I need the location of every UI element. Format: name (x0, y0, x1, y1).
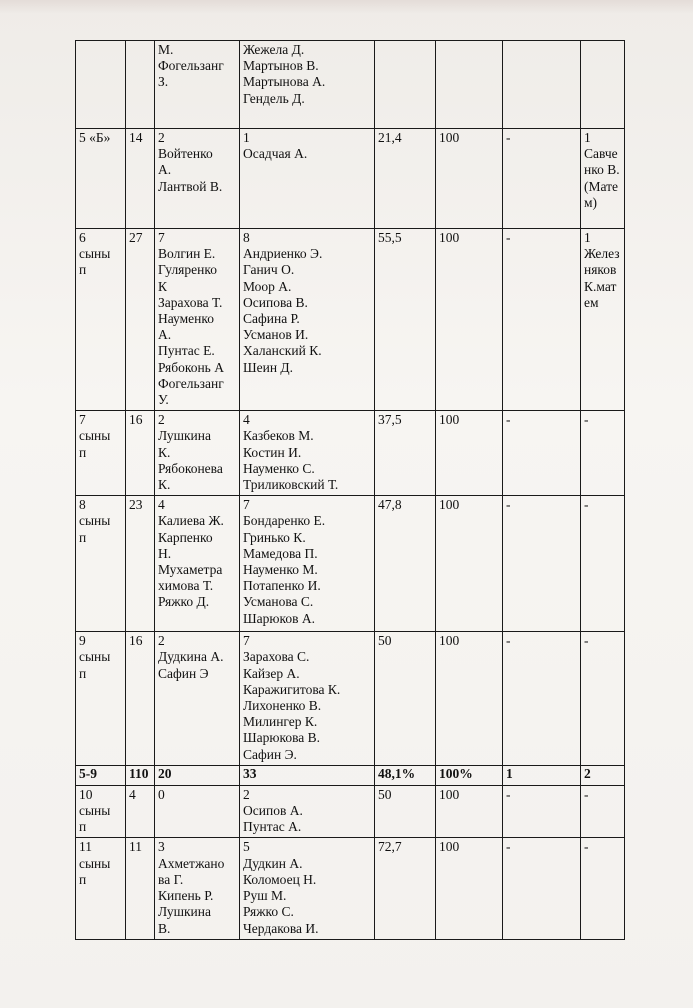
cell-line: Сафина Р. (243, 311, 300, 327)
student-count-cell (126, 129, 155, 229)
cell-line: Сафин Э (158, 665, 209, 681)
cell-line: Фогельзанг (158, 58, 224, 74)
failing-count-cell (503, 229, 581, 411)
good-students-cell (240, 838, 375, 939)
cell-line: Сафин Э. (243, 746, 297, 762)
cell-line: Костин И. (243, 444, 302, 460)
cell-line: К.мат (584, 278, 617, 294)
cell-line: Пунтас А. (243, 819, 302, 835)
cell-line: - (584, 633, 589, 649)
cell-text: 110 (129, 765, 149, 781)
cell-text: 100 (439, 412, 460, 428)
excellent-students-cell (155, 229, 240, 411)
cell-line: К (158, 278, 168, 294)
cell-line: Гринько К. (243, 529, 306, 545)
cell-line: З. (158, 74, 169, 90)
cell-line: Савче (584, 146, 618, 162)
cell-text: - (506, 230, 511, 245)
cell-line: Ганич О. (243, 262, 295, 278)
cell-line: Милингер К. (243, 714, 318, 730)
cell-line: К. (158, 477, 171, 493)
cell-line: Науменко (158, 311, 215, 327)
cell-line: - (584, 839, 589, 855)
cell-line: Осипова В. (243, 294, 308, 310)
cell-line: 3 (158, 839, 165, 855)
good-students-cell (240, 41, 375, 129)
cell-text: 50 (378, 633, 392, 649)
cell-line: Гуляренко (158, 262, 217, 278)
progress-percent-cell (436, 632, 503, 766)
cell-line: м) (584, 194, 598, 210)
table-row (76, 496, 625, 632)
cell-line: ем (584, 294, 599, 310)
single-three-cell (581, 496, 625, 632)
failing-count-cell (503, 765, 581, 785)
progress-percent-cell (436, 785, 503, 838)
cell-line: М. (158, 42, 174, 57)
cell-text: 23 (129, 497, 143, 513)
cell-line: Волгин Е. (158, 246, 216, 262)
cell-line: сыны (79, 246, 111, 262)
good-students-cell (240, 496, 375, 632)
progress-percent-cell (436, 838, 503, 939)
single-three-cell (581, 129, 625, 229)
excellent-students-cell (155, 838, 240, 939)
table-row (76, 632, 625, 766)
cell-line: Н. (158, 545, 172, 561)
class-cell (76, 229, 126, 411)
table-row (76, 411, 625, 496)
class-cell (76, 765, 126, 785)
good-students-cell (240, 785, 375, 838)
progress-percent-cell (436, 765, 503, 785)
cell-line: В. (158, 920, 171, 936)
quality-percent-cell (375, 411, 436, 496)
cell-line: 7 (158, 230, 165, 245)
cell-text: 48,1% (378, 765, 416, 781)
cell-line: 20 (158, 765, 172, 781)
cell-text: 100 (439, 130, 460, 145)
cell-line: Карпенко (158, 529, 213, 545)
cell-line: Шеин Д. (243, 359, 294, 375)
cell-text: 50 (378, 786, 392, 802)
student-count-cell (126, 41, 155, 129)
cell-line: 2 (158, 130, 165, 145)
cell-line: У. (158, 392, 169, 408)
good-students-cell (240, 129, 375, 229)
cell-line: Кипень Р. (158, 888, 214, 904)
cell-line: Осадчая А. (243, 146, 308, 162)
cell-text: 21,4 (378, 130, 402, 145)
quality-percent-cell (375, 229, 436, 411)
cell-line: - (584, 412, 589, 428)
progress-percent-cell (436, 41, 503, 129)
cell-line: Каражигитова К. (243, 681, 341, 697)
cell-text: 100 (439, 839, 460, 855)
total-row (76, 765, 625, 785)
cell-text: 72,7 (378, 839, 402, 855)
cell-line: сыны (79, 855, 111, 871)
cell-text: 4 (129, 786, 136, 802)
class-cell (76, 496, 126, 632)
class-cell (76, 785, 126, 838)
cell-line: К. (158, 444, 171, 460)
cell-line: Зарахова Т. (158, 294, 223, 310)
cell-line: Казбеков М. (243, 428, 314, 444)
cell-line: Лушкина (158, 428, 211, 444)
cell-line: ва Г. (158, 871, 184, 887)
cell-line: 5 (243, 839, 250, 855)
cell-line: Лантвой В. (158, 178, 223, 194)
cell-line: Триликовский Т. (243, 477, 339, 493)
excellent-students-cell (155, 411, 240, 496)
single-three-cell (581, 229, 625, 411)
cell-line: Желез (584, 246, 620, 262)
class-cell (76, 632, 126, 766)
cell-text: 16 (129, 633, 143, 649)
cell-text: - (506, 412, 511, 428)
cell-line: Фогельзанг (158, 375, 224, 391)
student-count-cell (126, 229, 155, 411)
cell-text: 100 (439, 230, 460, 245)
cell-line: 2 (243, 786, 250, 802)
cell-text: 100 (439, 786, 460, 802)
student-count-cell (126, 765, 155, 785)
cell-line: 1 (584, 130, 591, 145)
cell-line: 33 (243, 765, 257, 781)
cell-line: А. (158, 327, 172, 343)
cell-line: Лушкина (158, 904, 211, 920)
cell-line: Коломоец Н. (243, 871, 317, 887)
quality-percent-cell (375, 765, 436, 785)
single-three-cell (581, 411, 625, 496)
cell-line: Усманов И. (243, 327, 309, 343)
cell-text: - (506, 633, 511, 649)
cell-line: Войтенко (158, 146, 213, 162)
cell-line: 9 (79, 633, 86, 649)
single-three-cell (581, 765, 625, 785)
failing-count-cell (503, 129, 581, 229)
cell-line: Гендель Д. (243, 90, 305, 106)
cell-line: Осипов А. (243, 803, 303, 819)
cell-text: - (506, 130, 511, 145)
table-row (76, 129, 625, 229)
cell-line: Науменко С. (243, 460, 315, 476)
cell-line: сыны (79, 513, 111, 529)
cell-line: 1 (584, 230, 591, 245)
excellent-students-cell (155, 496, 240, 632)
student-count-cell (126, 632, 155, 766)
failing-count-cell (503, 785, 581, 838)
cell-text: 100% (439, 765, 473, 781)
cell-line: 7 (243, 633, 250, 649)
cell-line: 7 (79, 412, 86, 428)
good-students-cell (240, 765, 375, 785)
excellent-students-cell (155, 785, 240, 838)
cell-text: 27 (129, 230, 143, 245)
cell-line: Зарахова С. (243, 649, 310, 665)
cell-line: Рябоконева (158, 460, 223, 476)
cell-line: сыны (79, 649, 111, 665)
cell-line: 8 (79, 497, 86, 513)
cell-line: А. (158, 162, 172, 178)
single-three-cell (581, 838, 625, 939)
cell-text: 16 (129, 412, 143, 428)
cell-line: Моор А. (243, 278, 292, 294)
student-count-cell (126, 838, 155, 939)
cell-line: 7 (243, 497, 250, 513)
failing-count-cell (503, 496, 581, 632)
cell-line: 0 (158, 786, 165, 802)
cell-line: Мартынова А. (243, 74, 326, 90)
cell-line: Пунтас Е. (158, 343, 215, 359)
quality-percent-cell (375, 41, 436, 129)
cell-line: 6 (79, 230, 86, 245)
cell-line: сыны (79, 803, 111, 819)
table-row (76, 41, 625, 129)
cell-line: - (584, 786, 589, 802)
cell-line: Мамедова П. (243, 545, 318, 561)
cell-line: 5 «Б» (79, 130, 111, 145)
cell-line: п (79, 665, 87, 681)
table-row (76, 785, 625, 838)
good-students-cell (240, 632, 375, 766)
cell-line: п (79, 444, 87, 460)
quality-percent-cell (375, 129, 436, 229)
table-row (76, 229, 625, 411)
cell-text: - (506, 497, 511, 513)
cell-line: 4 (158, 497, 165, 513)
cell-text: 14 (129, 130, 143, 145)
failing-count-cell (503, 411, 581, 496)
cell-line: Мартынов В. (243, 58, 319, 74)
cell-line: п (79, 819, 87, 835)
failing-count-cell (503, 838, 581, 939)
cell-text: - (506, 839, 511, 855)
class-cell (76, 838, 126, 939)
cell-text: 11 (129, 839, 142, 855)
cell-line: Халанский К. (243, 343, 322, 359)
cell-text: 37,5 (378, 412, 402, 428)
quality-percent-cell (375, 785, 436, 838)
single-three-cell (581, 632, 625, 766)
cell-line: п (79, 529, 87, 545)
page-top-edge (0, 0, 693, 14)
class-cell (76, 129, 126, 229)
single-three-cell (581, 41, 625, 129)
cell-line: Андриенко Э. (243, 246, 323, 262)
progress-percent-cell (436, 496, 503, 632)
cell-line: Руш М. (243, 888, 287, 904)
excellent-students-cell (155, 41, 240, 129)
quality-percent-cell (375, 496, 436, 632)
cell-line: (Мате (584, 178, 619, 194)
single-three-cell (581, 785, 625, 838)
class-cell (76, 411, 126, 496)
cell-line: 5-9 (79, 765, 97, 781)
student-count-cell (126, 496, 155, 632)
cell-line: Ряжко С. (243, 904, 294, 920)
cell-line: 2 (158, 412, 165, 428)
cell-line: Науменко М. (243, 562, 318, 578)
cell-line: Рябоконь А (158, 359, 224, 375)
cell-text: 100 (439, 633, 460, 649)
progress-percent-cell (436, 411, 503, 496)
cell-line: Бондаренко Е. (243, 513, 326, 529)
cell-line: нко В. (584, 162, 620, 178)
cell-text: 47,8 (378, 497, 402, 513)
cell-line: Чердакова И. (243, 920, 319, 936)
cell-line: 11 (79, 839, 92, 855)
excellent-students-cell (155, 765, 240, 785)
cell-line: 2 (584, 765, 591, 781)
cell-line: Дудкина А. (158, 649, 224, 665)
cell-line: 2 (158, 633, 165, 649)
results-table-body (76, 41, 625, 940)
cell-line: Калиева Ж. (158, 513, 224, 529)
cell-line: Лихоненко В. (243, 698, 322, 714)
cell-line: п (79, 871, 87, 887)
cell-line: Дудкин А. (243, 855, 303, 871)
cell-line: Шарюкова В. (243, 730, 321, 746)
cell-line: няков (584, 262, 617, 278)
student-count-cell (126, 411, 155, 496)
cell-line: Жежела Д. (243, 42, 305, 57)
quality-percent-cell (375, 838, 436, 939)
cell-line: 1 (243, 130, 250, 145)
good-students-cell (240, 411, 375, 496)
cell-text: 55,5 (378, 230, 402, 245)
quality-percent-cell (375, 632, 436, 766)
class-cell (76, 41, 126, 129)
progress-percent-cell (436, 129, 503, 229)
cell-line: Потапенко И. (243, 578, 321, 594)
cell-line: химова Т. (158, 578, 214, 594)
cell-line: Ряжко Д. (158, 594, 210, 610)
cell-line: Кайзер А. (243, 665, 300, 681)
good-students-cell (240, 229, 375, 411)
cell-text: 100 (439, 497, 460, 513)
progress-percent-cell (436, 229, 503, 411)
cell-text: 1 (506, 765, 513, 781)
cell-line: п (79, 262, 87, 278)
cell-line: Мухаметра (158, 562, 223, 578)
cell-line: - (584, 497, 589, 513)
results-table (75, 40, 625, 940)
cell-line: сыны (79, 428, 111, 444)
cell-line: 10 (79, 786, 93, 802)
cell-line: Усманова С. (243, 594, 314, 610)
cell-line: Шарюков А. (243, 610, 315, 626)
failing-count-cell (503, 632, 581, 766)
excellent-students-cell (155, 632, 240, 766)
cell-line: 4 (243, 412, 250, 428)
failing-count-cell (503, 41, 581, 129)
cell-line: Ахметжано (158, 855, 225, 871)
student-count-cell (126, 785, 155, 838)
cell-text: - (506, 786, 511, 802)
table-row (76, 838, 625, 939)
excellent-students-cell (155, 129, 240, 229)
cell-line: 8 (243, 230, 250, 245)
